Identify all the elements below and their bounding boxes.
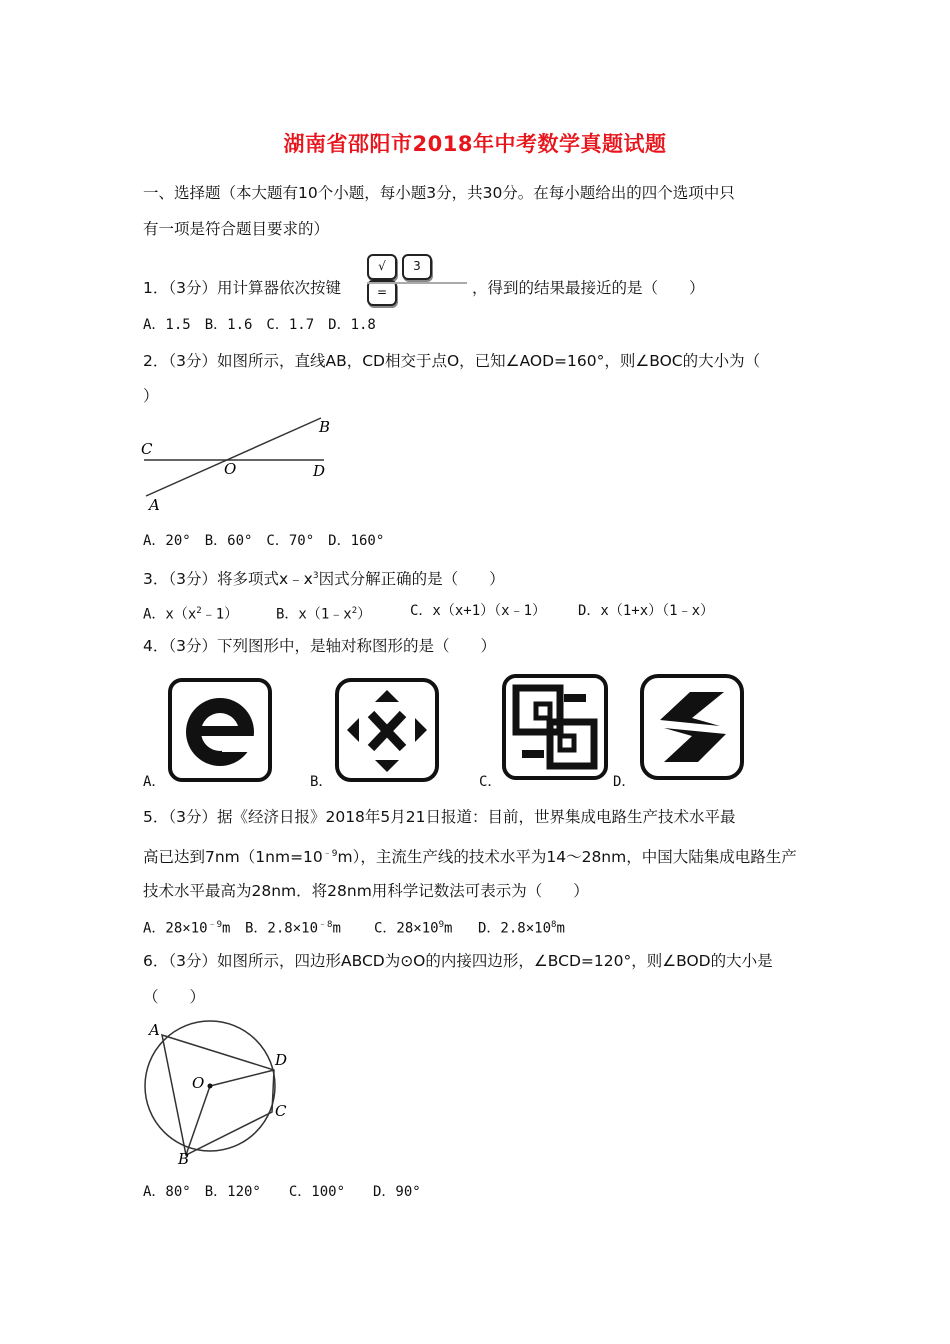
label-b: B	[319, 418, 331, 436]
q5-option-c-exp: 9	[438, 920, 444, 930]
q4-label-a: A．	[143, 774, 166, 790]
label-c: C	[141, 440, 153, 458]
q3-stem-suffix: 因式分解正确的是（ ）	[318, 570, 505, 589]
inscribed-quadrilateral-figure	[138, 1015, 308, 1167]
q3-exponent: 3	[312, 571, 319, 581]
q5-option-c-pre: C．28×10	[374, 920, 439, 937]
q5-option-b	[245, 914, 341, 940]
q6-stem-line2: （ ）	[143, 988, 206, 1006]
q2-options: A．20° B．60° C．70° D．160°	[143, 533, 385, 549]
q5-option-a-exp: ﹣9	[207, 920, 222, 930]
sqrt-key-icon: √	[367, 254, 397, 280]
intersecting-lines-figure	[138, 410, 338, 520]
section-heading-line1: 一、选择题（本大题有10个小题，每小题3分，共30分。在每小题给出的四个选项中只	[143, 184, 735, 202]
q4-label-c: C．	[479, 774, 502, 790]
q5-option-b-exp: ﹣8	[318, 920, 333, 930]
label-o: O	[224, 460, 237, 478]
q3-option-c: C．x（x+1）（x﹣1）	[410, 603, 547, 619]
q3-option-a-post: ﹣1）	[201, 606, 239, 623]
label-a: A	[149, 1021, 160, 1039]
q3-option-b-post: ）	[357, 606, 372, 623]
q2-stem-line2: ）	[143, 387, 159, 405]
label-d: D	[313, 462, 326, 480]
q5-stem-line3: 技术水平最高为28nm．将28nm用科学记数法可表示为（ ）	[143, 882, 589, 900]
section-heading-line2: 有一项是符合题目要求的）	[143, 220, 330, 238]
q3-option-b-pre: B．x（1﹣x	[276, 606, 352, 623]
q5-option-c-post: m	[444, 920, 453, 937]
label-o: O	[192, 1074, 205, 1092]
arrows-x-icon	[335, 678, 439, 782]
q4-label-b: B．	[310, 774, 333, 790]
q5-option-d-post: m	[556, 920, 565, 937]
q5-option-c	[374, 914, 452, 940]
q1-options: A．1.5 B．1.6 C．1.7 D．1.8	[143, 317, 376, 333]
label-b: B	[178, 1150, 190, 1167]
page-title: 湖南省邵阳市2018年中考数学真题试题	[283, 132, 667, 156]
q2-stem-line1: 2．（3分）如图所示，直线AB，CD相交于点O，已知∠AOD=160°，则∠BOC的大小为（	[143, 352, 761, 370]
q3-option-d: D．x（1+x）（1﹣x）	[578, 603, 715, 619]
q5-line2-post: m），主流生产线的技术水平为14～28nm，中国大陆集成电路生产	[337, 848, 797, 867]
q4-stem: 4．（3分）下列图形中，是轴对称图形的是（ ）	[143, 637, 496, 655]
s-logo-icon	[640, 674, 744, 780]
calculator-keys	[367, 254, 467, 299]
q5-option-a-pre: A．28×10	[143, 920, 208, 937]
q4-label-d: D．	[613, 774, 636, 790]
q6-options: A．80° B．120° C．100° D．90°	[143, 1184, 421, 1200]
q5-stem-line1: 5．（3分）据《经济日报》2018年5月21日报道：目前，世界集成电路生产技术水平最	[143, 808, 736, 826]
q5-option-b-post: m	[332, 920, 341, 937]
equals-key-icon: =	[367, 280, 397, 306]
q5-stem-line2	[143, 843, 797, 868]
q1-stem-prefix: 1．（3分）用计算器依次按键	[143, 279, 341, 297]
q5-option-d	[478, 914, 565, 940]
q3-option-b	[276, 600, 371, 626]
e-logo-icon	[168, 678, 272, 782]
label-c: C	[275, 1102, 287, 1120]
q3-option-a-exp: 2	[196, 606, 202, 616]
q3-option-a	[143, 600, 238, 626]
q3-option-a-pre: A．x（x	[143, 606, 197, 623]
label-a: A	[149, 496, 160, 514]
q3-stem	[143, 565, 505, 590]
q5-line2-exp: ﹣9	[322, 849, 338, 859]
q5-option-d-exp: 8	[551, 920, 557, 930]
q3-option-b-exp: 2	[351, 606, 358, 616]
q5-option-a-post: m	[222, 920, 231, 937]
q5-option-b-pre: B．2.8×10	[245, 920, 319, 937]
q5-option-d-pre: D．2.8×10	[478, 920, 552, 937]
q5-line2-pre: 高已达到7nm（1nm=10	[143, 848, 323, 867]
three-key-icon: 3	[402, 254, 432, 280]
q5-option-a	[143, 914, 230, 940]
q3-stem-prefix: 3．（3分）将多项式x﹣x	[143, 570, 313, 589]
q1-stem-suffix: ，得到的结果最接近的是（ ）	[472, 279, 705, 297]
label-d: D	[275, 1051, 288, 1069]
q6-stem-line1: 6．（3分）如图所示，四边形ABCD为⊙O的内接四边形，∠BCD=120°，则∠BOD的大小是	[143, 952, 773, 970]
knot-logo-icon	[502, 674, 608, 780]
